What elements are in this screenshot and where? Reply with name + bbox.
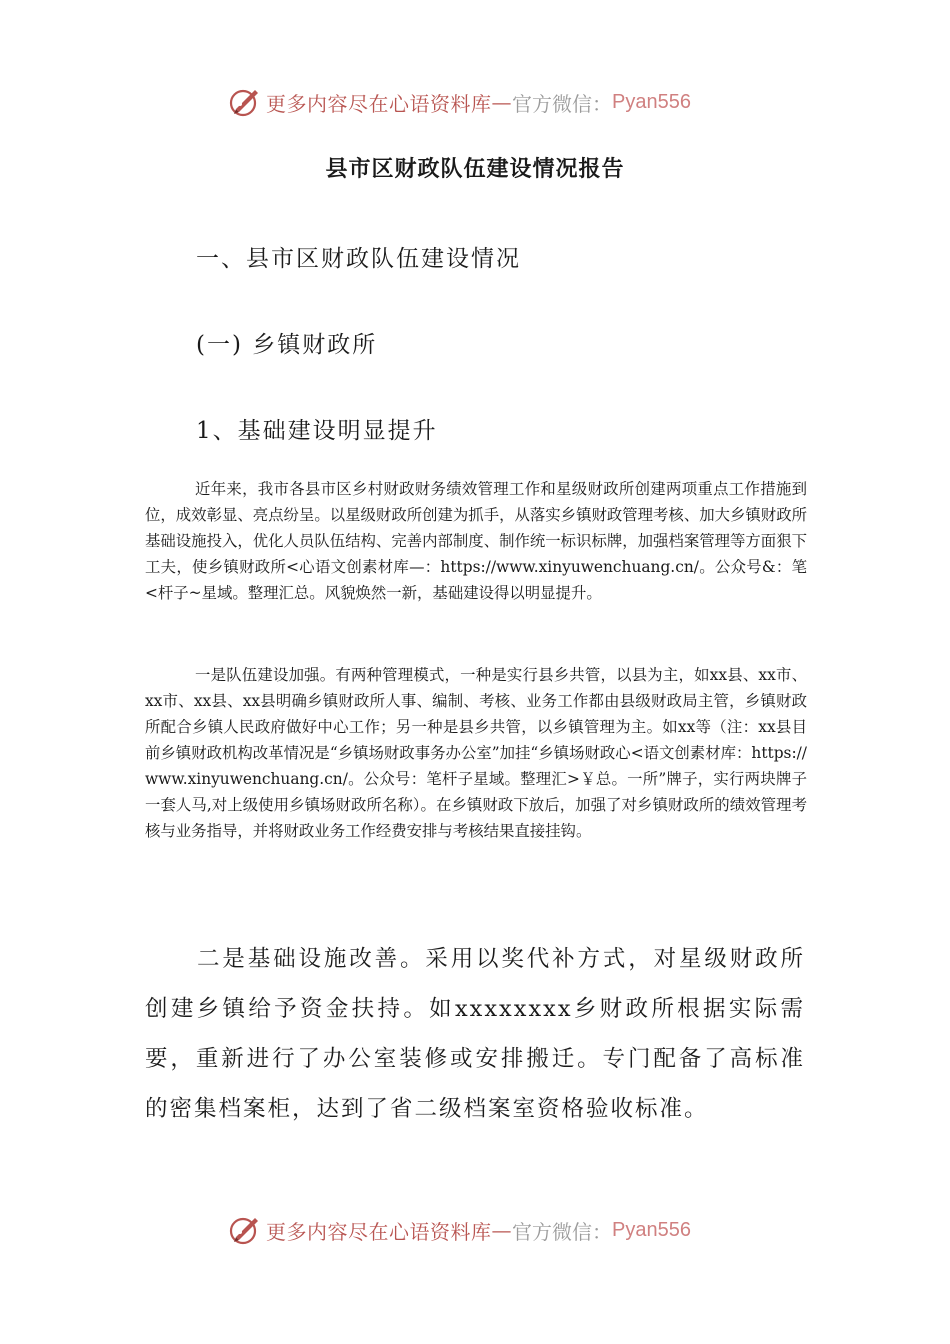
paragraph-2: 一是队伍建设加强。有两种管理模式，一种是实行县乡共管，以县为主，如xx县、xx市、xx市、xx县、xx县明确乡镇财政所人事、编制、考核、业务工作都由县级财政局主管，乡镇财政所配合乡镇人民政府做好中心工作；另一种是县乡共管，以乡镇管理为主。如xx等（注：xx县目前乡镇财政机构改革情况是“乡镇场财政事务办公室”加挂“乡镇场财政心<语文创素材库：https://www.xinyuwenchuang.cn/。公众号：笔杆子星域。整理汇>￥总。一所”牌子，实行两块牌子一套人马,对上级使用乡镇场财政所名称）。在乡镇财政下放后，加强了对乡镇财政所的绩效管理考核与业务指导，并将财政业务工作经费安排与考核结果直接挂钩。: [145, 666, 807, 840]
banner-wechat-id: Pyan556: [612, 1218, 691, 1241]
section-heading-2: (一) 乡镇财政所: [196, 332, 378, 358]
banner-dash: —: [491, 1218, 512, 1242]
footer-watermark-banner: [0, 1208, 950, 1252]
paragraph-1: 近年来，我市各县市区乡村财政财务绩效管理工作和星级财政所创建两项重点工作措施到位，成效彰显、亮点纷呈。以星级财政所创建为抓手，从落实乡镇财政管理考核、加大乡镇财政所基础设施投入，优化人员队伍结构、完善内部制度、制作统一标识标牌，加强档案管理等方面狠下工夫，使乡镇财政所<心语文创素材库—：https://www.xinyuwenchuang.cn/。公众号&：笔<杆子~星域。整理汇总。风貌焕然一新，基础建设得以明显提升。: [145, 480, 807, 602]
section-heading-3: 1、基础建设明显提升: [196, 418, 438, 444]
banner-wechat-label: 官方微信：: [512, 1219, 612, 1244]
pen-logo-icon: [228, 85, 262, 119]
banner-dash: —: [491, 90, 512, 114]
section-heading-1: 一、县市区财政队伍建设情况: [196, 246, 521, 272]
banner-wechat-id: Pyan556: [612, 90, 691, 113]
header-watermark-banner: [0, 80, 950, 124]
paragraph-3: 二是基础设施改善。采用以奖代补方式，对星级财政所创建乡镇给予资金扶持。如xxxxxxxx乡财政所根据实际需要，重新进行了办公室装修或安排搬迁。专门配备了高标准的密集档案柜，达到了省二级档案室资格验收标准。: [145, 946, 805, 1122]
banner-text: 更多内容尽在心语资料库: [266, 91, 492, 116]
banner-wechat-label: 官方微信：: [512, 91, 612, 116]
banner-text: 更多内容尽在心语资料库: [266, 1219, 492, 1244]
document-title: 县市区财政队伍建设情况报告: [325, 157, 625, 182]
pen-logo-icon: [228, 1213, 262, 1247]
